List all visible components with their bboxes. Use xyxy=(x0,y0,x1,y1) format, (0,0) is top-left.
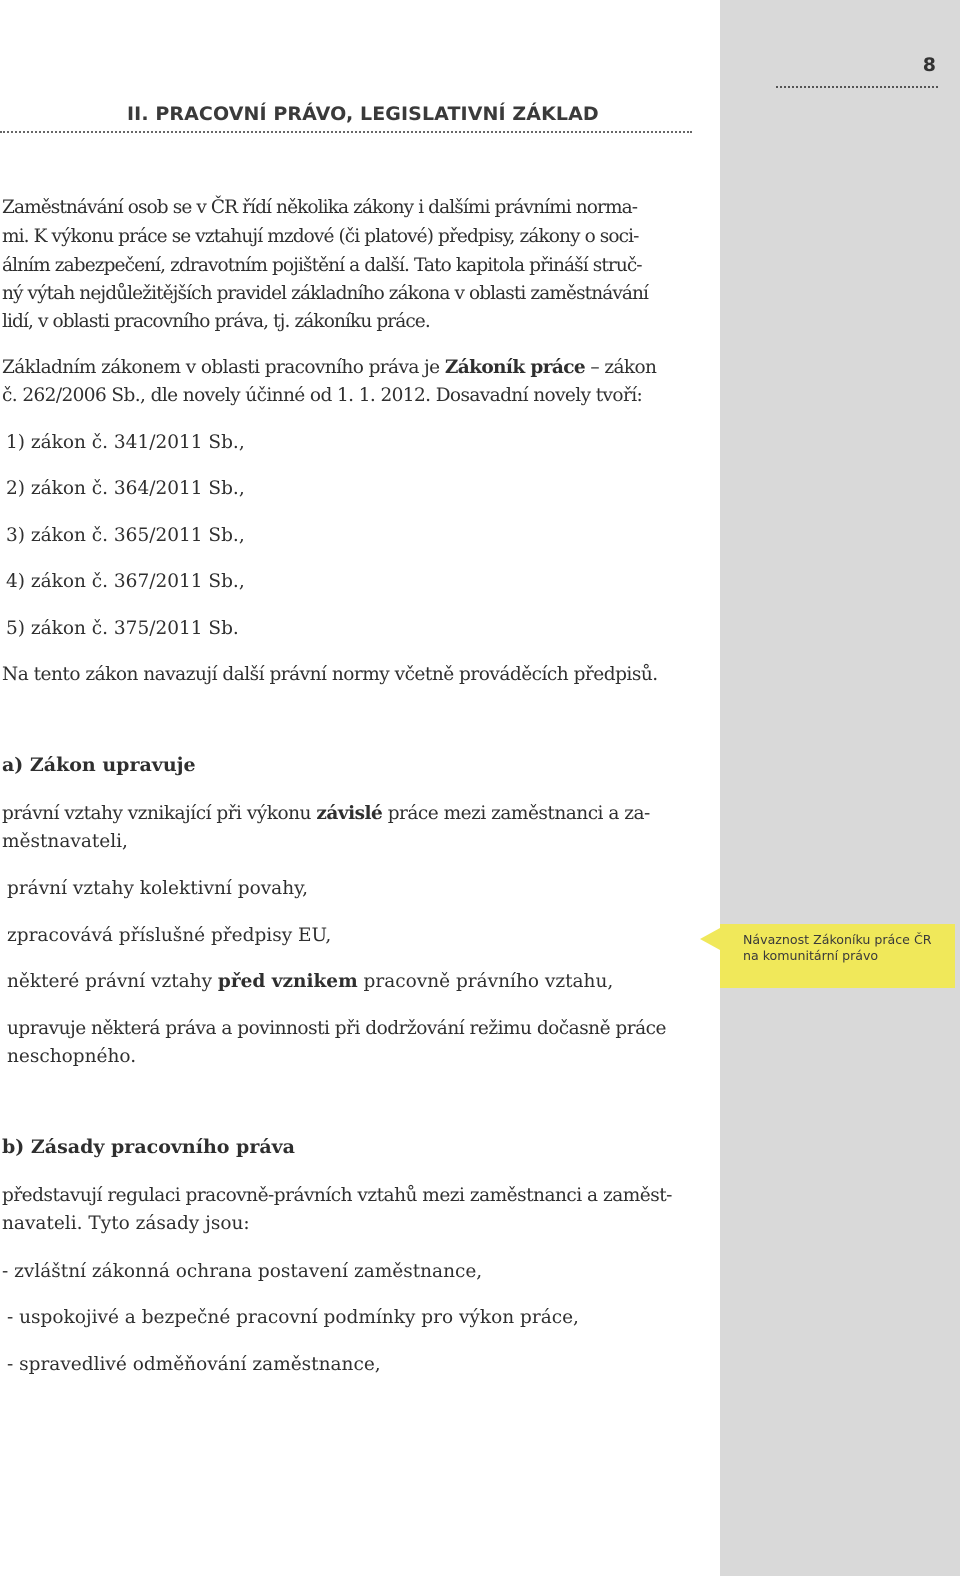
section-a-item: zpracovává příslušné předpisy EU, xyxy=(7,925,332,946)
section-b-heading: b) Zásady pracovního práva xyxy=(2,1136,295,1158)
item-prefix: některé právní vztahy xyxy=(7,971,218,992)
section-a-item-continued: městnavateli, xyxy=(2,831,128,852)
intro-line: lidí, v oblasti pracovního práva, tj. zákoníku práce. xyxy=(2,311,430,332)
basic-law-line xyxy=(2,354,692,382)
basic-law-suffix: – zákon xyxy=(585,357,657,378)
item-bold: před vznikem xyxy=(217,971,358,992)
section-a-heading: a) Zákon upravuje xyxy=(2,754,196,776)
section-b-intro: představují regulaci pracovně-právních vztahů mezi zaměstnanci a zaměst- xyxy=(2,1185,672,1206)
section-a-item: právní vztahy kolektivní povahy, xyxy=(7,878,308,899)
section-a-item: upravuje některá práva a povinnosti při dodržování režimu dočasně práce xyxy=(7,1018,666,1039)
section-a-item-continued: neschopného. xyxy=(7,1046,137,1067)
callout-line: Návaznost Zákoníku práce ČR xyxy=(743,932,932,947)
intro-line: Zaměstnávání osob se v ČR řídí několika zákony i dalšími právními norma- xyxy=(2,197,638,218)
section-b-item: - spravedlivé odměňování zaměstnance, xyxy=(7,1354,381,1375)
section-b-item: - zvláštní zákonná ochrana postavení zaměstnance, xyxy=(2,1261,483,1282)
page-number: 8 xyxy=(922,54,936,76)
chapter-title: II. PRACOVNÍ PRÁVO, LEGISLATIVNÍ ZÁKLAD xyxy=(127,103,599,125)
item-prefix: právní vztahy vznikající při výkonu xyxy=(2,803,317,824)
basic-law-prefix: Základním zákonem v oblasti pracovního práva je xyxy=(2,357,445,378)
amendment-item: 3) zákon č. 365/2011 Sb., xyxy=(6,525,245,546)
callout-line: na komunitární právo xyxy=(743,948,879,963)
item-suffix: práce mezi zaměstnanci a za- xyxy=(382,803,650,824)
section-b-item: - uspokojivé a bezpečné pracovní podmínky pro výkon práce, xyxy=(7,1307,579,1328)
item-suffix: pracovně právního vztahu, xyxy=(357,971,614,992)
amendment-item: 4) zákon č. 367/2011 Sb., xyxy=(6,571,245,592)
callout-pointer xyxy=(700,928,720,950)
page-number-divider xyxy=(776,86,938,88)
basic-law-bold: Zákoník práce xyxy=(444,357,586,378)
amendment-item: 5) zákon č. 375/2011 Sb. xyxy=(6,618,239,639)
callout-text xyxy=(743,932,948,964)
amendment-item: 2) zákon č. 364/2011 Sb., xyxy=(6,478,245,499)
item-bold: závislé xyxy=(316,803,383,824)
basic-law-line: č. 262/2006 Sb., dle novely účinné od 1. 1. 2012. Dosavadní novely tvoří: xyxy=(2,385,643,406)
intro-line: álním zabezpečení, zdravotním pojištění a další. Tato kapitola přináší struč- xyxy=(2,255,642,276)
section-b-intro: navateli. Tyto zásady jsou: xyxy=(2,1213,250,1234)
section-a-item xyxy=(7,968,697,996)
section-a-item xyxy=(2,800,692,828)
intro-line: mi. K výkonu práce se vztahují mzdové (či platové) předpisy, zákony o soci- xyxy=(2,226,639,247)
follow-up-text: Na tento zákon navazují další právní normy včetně prováděcích předpisů. xyxy=(2,664,658,685)
intro-line: ný výtah nejdůležitějších pravidel základního zákona v oblasti zaměstnávání xyxy=(2,283,649,304)
right-margin-sidebar xyxy=(720,0,960,1576)
title-divider xyxy=(0,131,692,133)
amendment-item: 1) zákon č. 341/2011 Sb., xyxy=(6,432,245,453)
